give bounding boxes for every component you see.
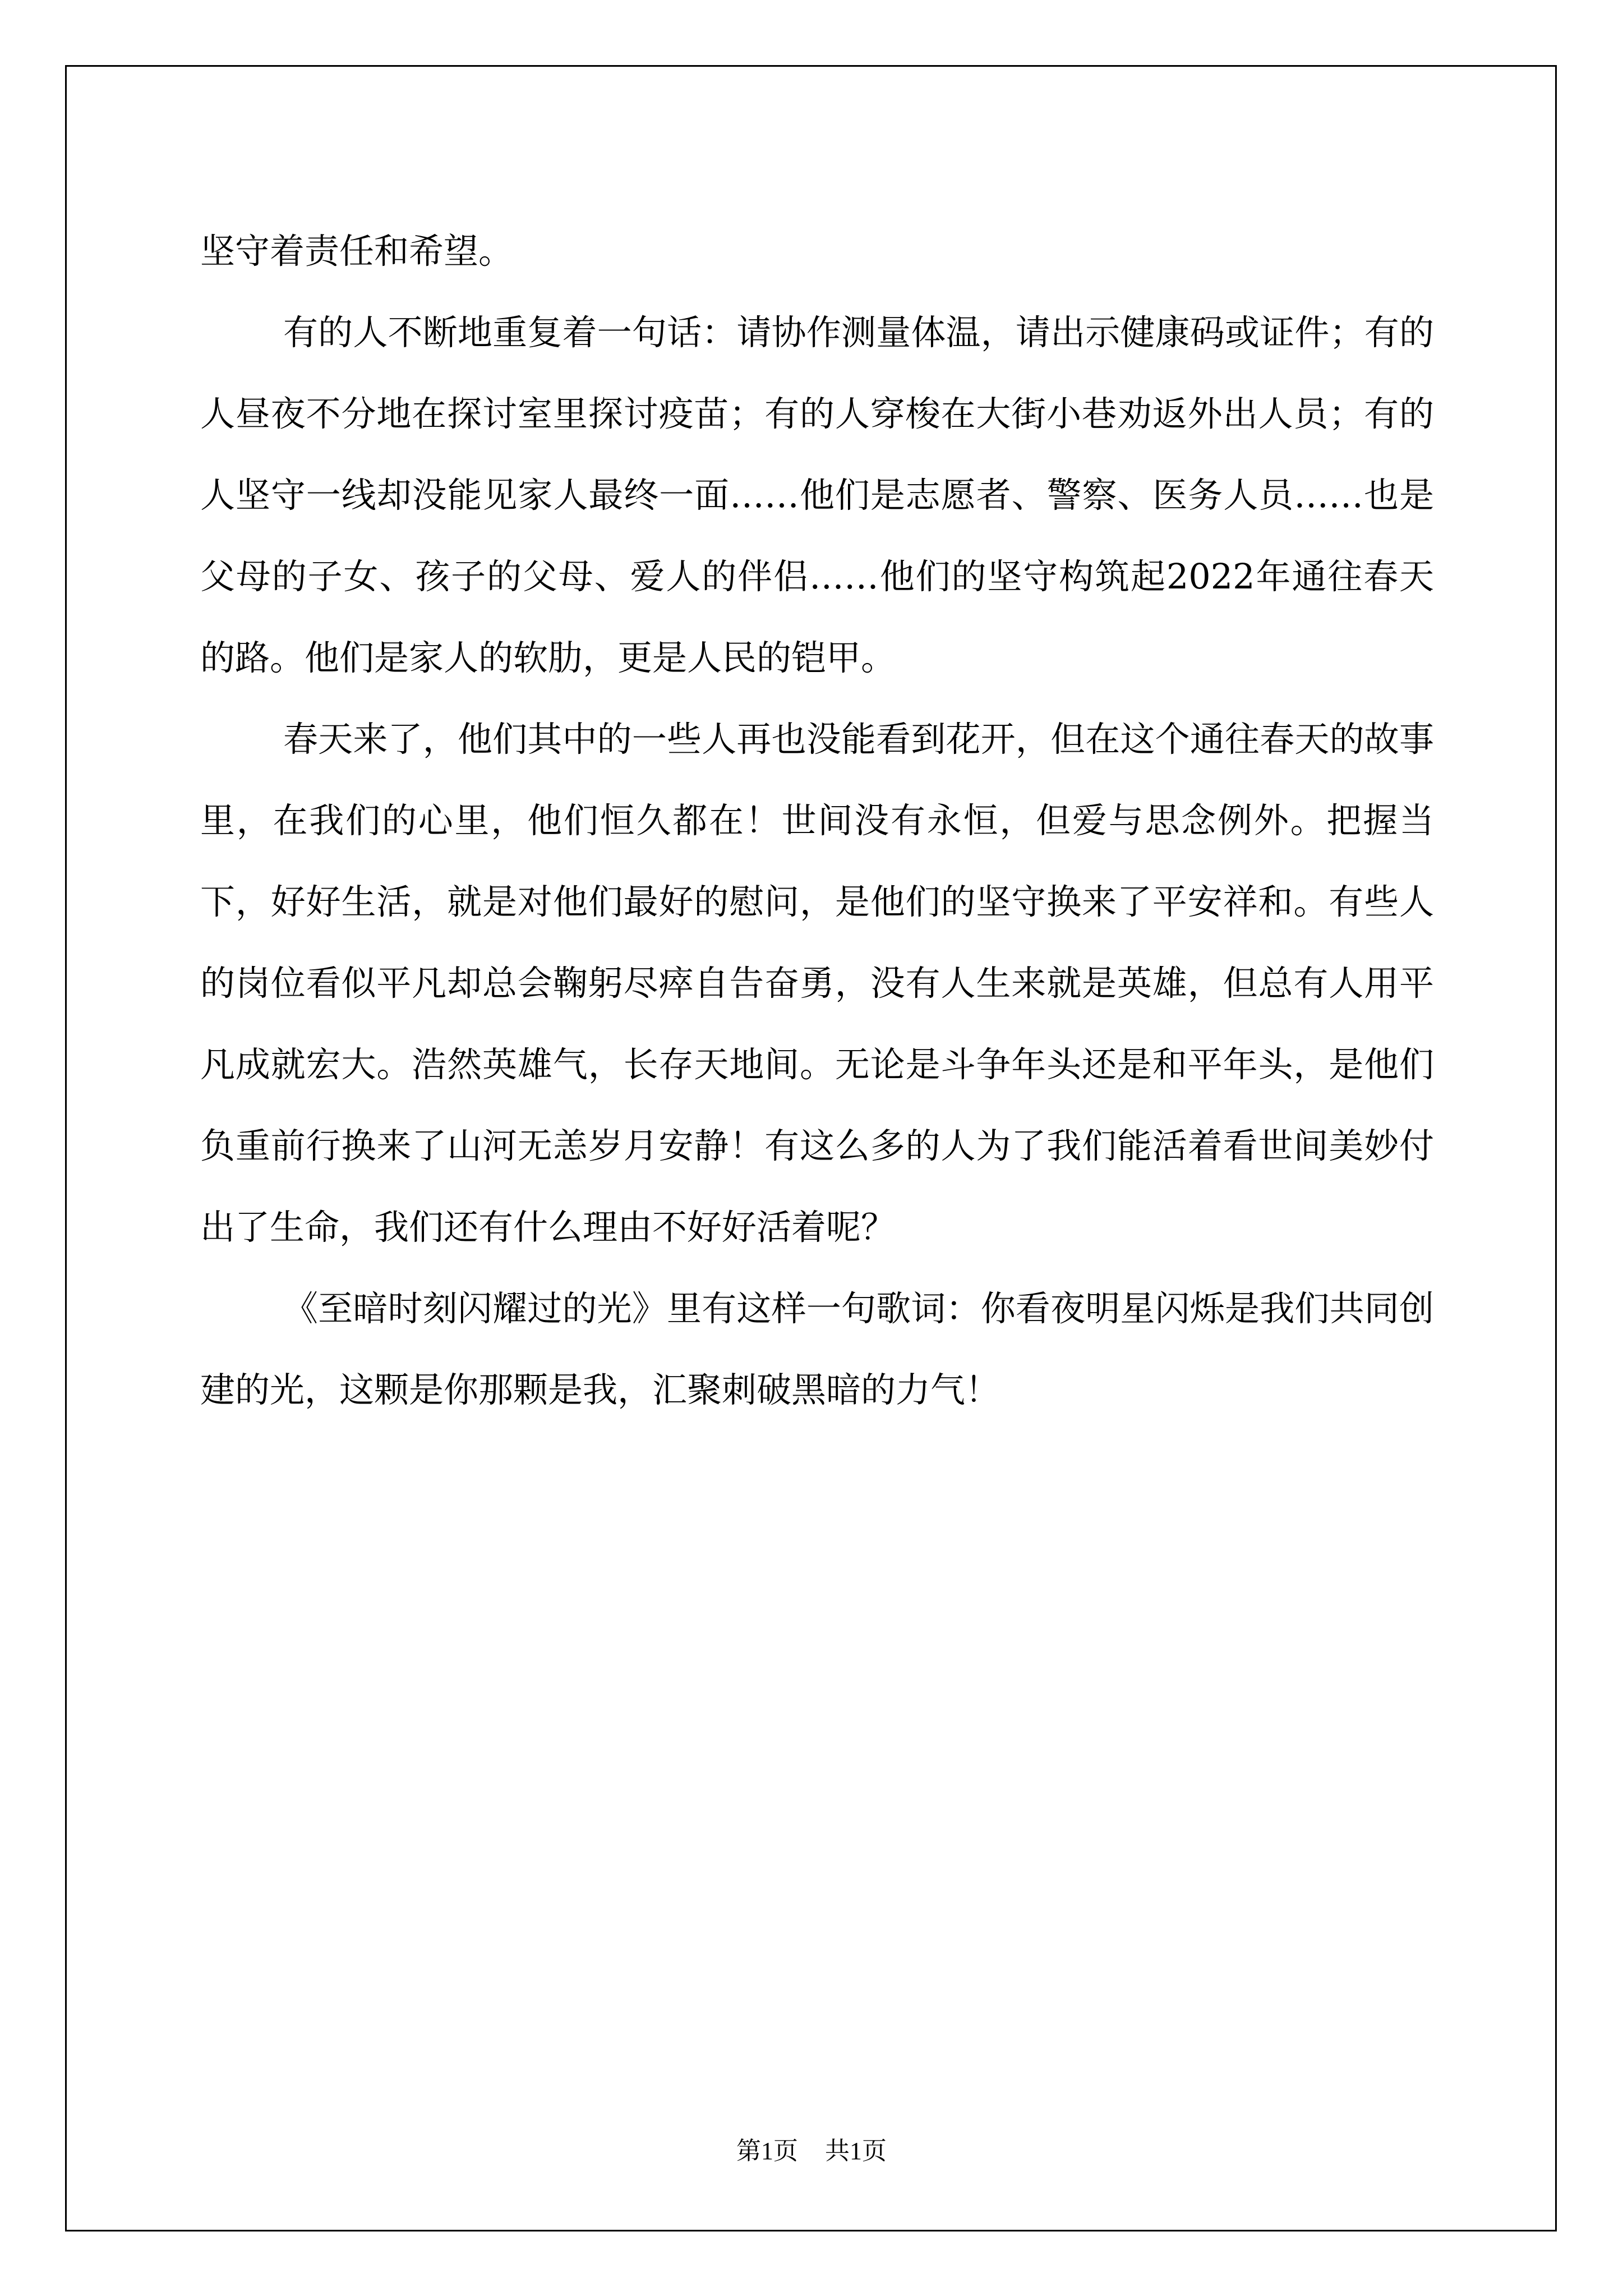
paragraph-3: 春天来了，他们其中的一些人再也没能看到花开，但在这个通往春天的故事里，在我们的心里，他们恒久都在！世间没有永恒，但爱与思念例外。把握当下，好好生活，就是对他们最好的慰问，是他们的坚守换来了平安祥和。有些人的岗位看似平凡却总会鞠躬尽瘁自告奋勇，没有人生来就是英雄，但总有人用平凡成就宏大。浩然英雄气，长存天地间。无论是斗争年头还是和平年头，是他们负重前行换来了山河无恙岁月安静！有这么多的人为了我们能活着看世间美妙付出了生命，我们还有什么理由不好好活着呢？: [200, 719, 1434, 1248]
page-total: 共1页: [825, 2137, 887, 2165]
document-body: [200, 210, 1434, 1430]
page-number: 第1页: [736, 2137, 798, 2165]
paragraph-2: 有的人不断地重复着一句话：请协作测量体温，请出示健康码或证件；有的人昼夜不分地在探讨室里探讨疫苗；有的人穿梭在大街小巷劝返外出人员；有的人坚守一线却没能见家人最终一面……他们是志愿者、警察、医务人员……也是父母的子女、孩子的父母、爱人的伴侣……他们的坚守构筑起2022年通往春天的路。他们是家人的软肋，更是人民的铠甲。: [200, 312, 1434, 678]
paragraph-1: 坚守着责任和希望。: [200, 231, 514, 272]
paragraph-4: 《至暗时刻闪耀过的光》里有这样一句歌词：你看夜明星闪烁是我们共同创建的光，这颗是你那颗是我，汇聚刺破黑暗的力气！: [200, 1288, 1434, 1410]
page-footer: [0, 2131, 1623, 2166]
